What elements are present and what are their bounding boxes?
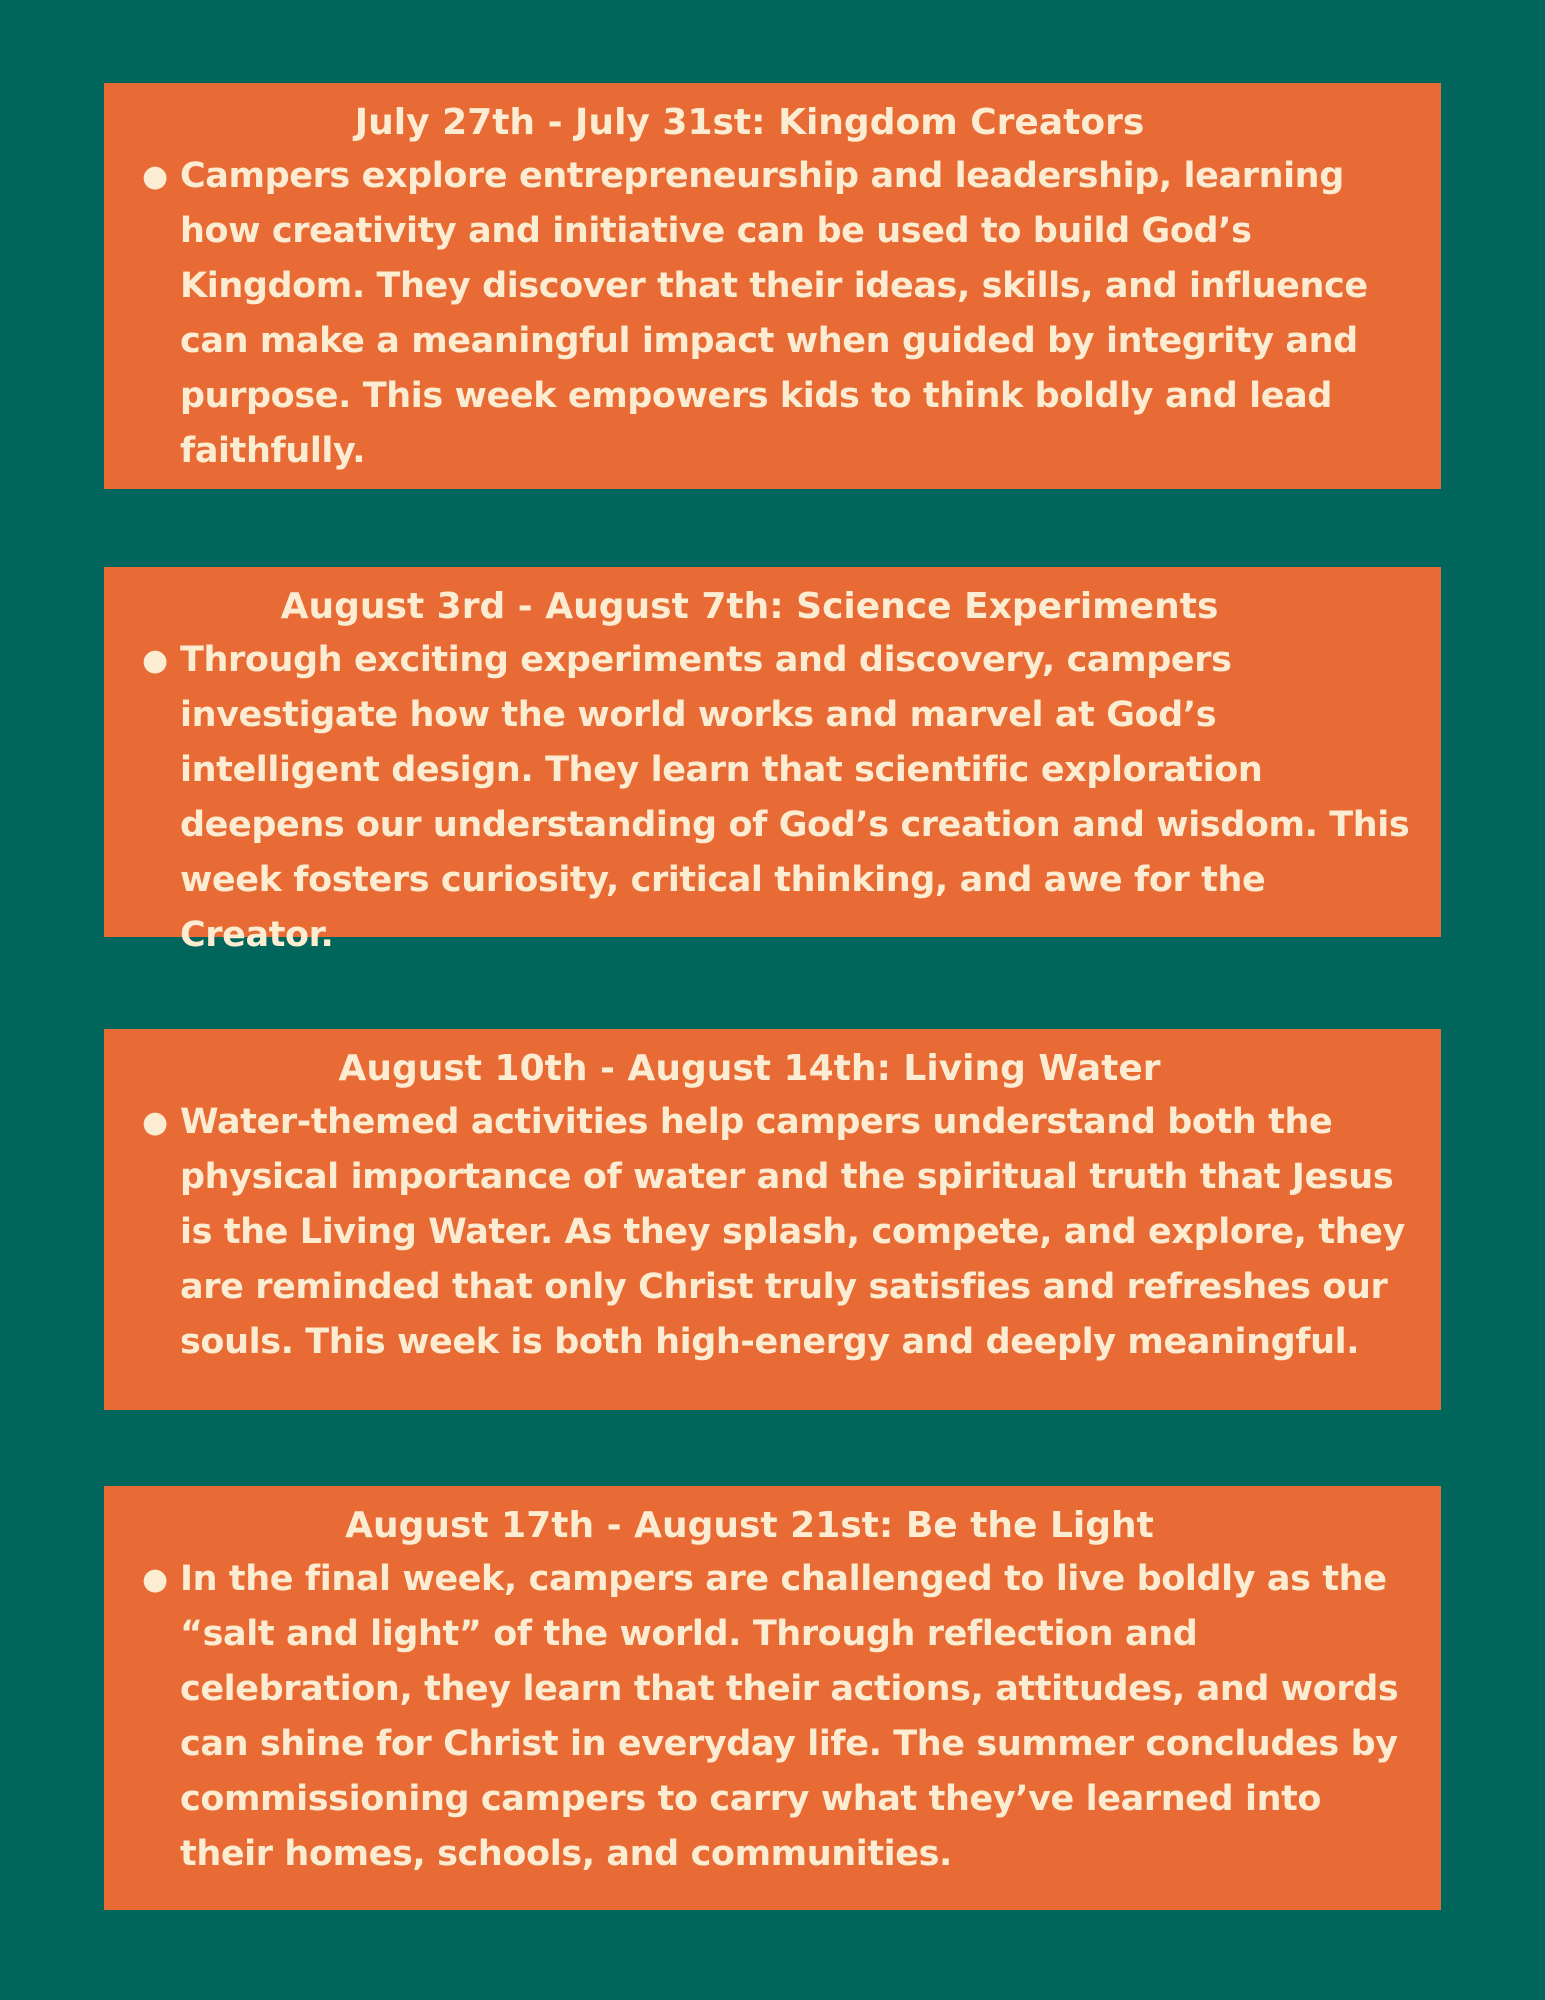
week-card-science-experiments [104,567,1441,955]
week-title: August 3rd - August 7th: Science Experiments [280,586,1219,627]
week-title: July 27th - July 31st: Kingdom Creators [354,102,1145,143]
week-card-living-water [104,1029,1441,1410]
week-description-list [142,149,1423,479]
week-description-text: In the final week, campers are challenged to live boldly as the “salt and light” of the world. Through reflection and celebration, they learn that their actions, attitudes, and words can shine for Christ in everyday life. The summer concludes by commissioning campers to carry what they’ve learned into their homes, schools, and communities. [180,1559,1399,1874]
bullet-icon: ● [142,1562,168,1597]
week-description-text: Campers explore entrepreneurship and leadership, learning how creativity and initiative can be used to build God’s Kingdom. They discover that their ideas, skills, and influence can make a meaningful impact when guided by integrity and purpose. This week empowers kids to think boldly and lead faithfully. [180,156,1368,471]
bullet-icon: ● [142,643,168,678]
week-card-be-the-light [104,1486,1441,1910]
week-description [142,1095,1423,1370]
week-description-text: Water-themed activities help campers understand both the physical importance of water and the spiritual truth that Jesus is the Living Water. As they splash, compete, and explore, they are reminded that only Christ truly satisfies and refreshes our souls. This week is both high-energy and deeply meaningful. [180,1102,1405,1362]
week-description [142,1552,1423,1882]
week-title: August 10th - August 14th: Living Water [338,1048,1161,1089]
week-description-list [142,1552,1423,1882]
week-description [142,149,1423,479]
week-description-list [142,633,1423,963]
week-description-list [142,1095,1423,1370]
week-description [142,633,1423,963]
week-description-text: Through exciting experiments and discovery, campers investigate how the world works and marvel at God’s intelligent design. They learn that scientific exploration deepens our understanding of God’s creation and wisdom. This week fosters curiosity, critical thinking, and awe for the Creator. [180,640,1410,955]
week-title: August 17th - August 21st: Be the Light [345,1505,1154,1546]
bullet-icon: ● [142,1105,168,1140]
bullet-icon: ● [142,159,168,194]
week-card-kingdom-creators [104,83,1441,489]
